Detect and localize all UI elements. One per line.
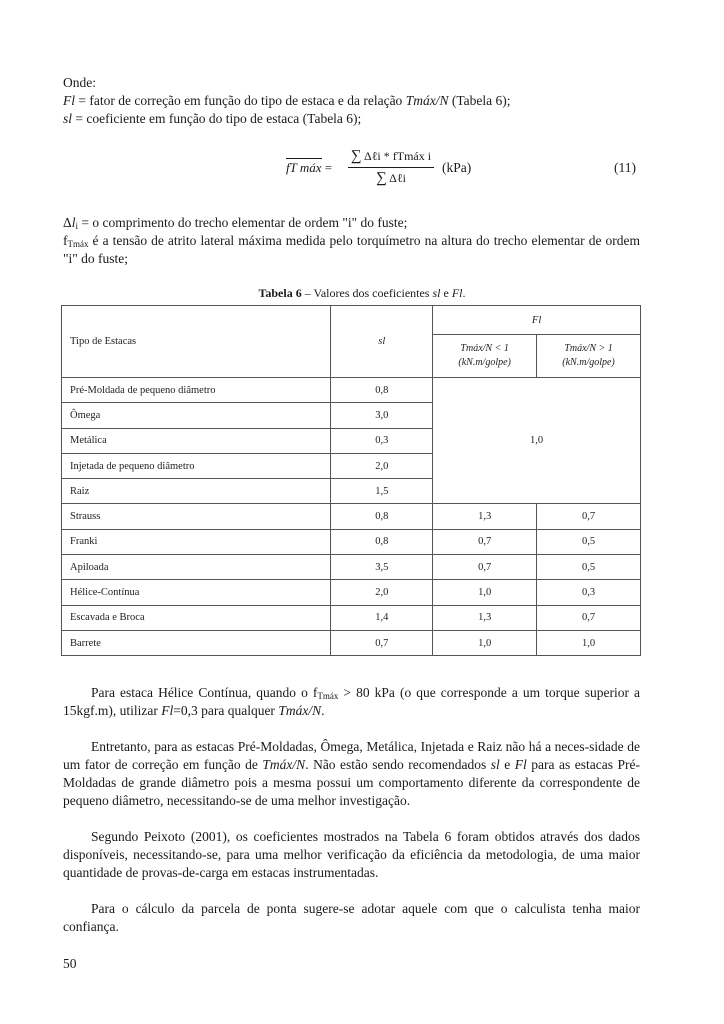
sl-definition: sl = coeficiente em função do tipo de estaca (Tabela 6); (63, 111, 362, 126)
equation-11 (286, 144, 516, 196)
equation-unit: (kPa) (442, 160, 472, 175)
onde-label: Onde: (63, 75, 96, 90)
table-row: Escavada e Broca 1,4 1,3 0,7 (62, 605, 641, 630)
equation-number: (11) (614, 160, 636, 175)
header-tipo: Tipo de Estacas (62, 306, 331, 378)
table-caption: Tabela 6 – Valores dos coeficientes sl e Fl. (258, 286, 466, 300)
delta-l-definition: $\Delta l_i = o$ comprimento do trecho elementar de ordem "i" do fuste; (63, 215, 408, 231)
equation-lhs: fT máx = (286, 160, 333, 175)
paragraph-ponta: Para o cálculo da parcela de ponta sugere-se adotar aquele com que o calculista tenha maior confiança. (63, 901, 640, 934)
header-fl: Fl (433, 306, 641, 335)
table-row: Apiloada 3,5 0,7 0,5 (62, 555, 641, 580)
table-row: Ômega 3,0 (62, 403, 641, 428)
header-fl-lt: Tmáx/N < 1 (kN.m/golpe) (433, 335, 537, 378)
merged-fl-cell: 1,0 (433, 378, 641, 504)
table-row: Strauss 0,8 1,3 0,7 (62, 504, 641, 529)
f-tmax-definition: $f_{Tmáx}$ é a tensão de atrito lateral máxima medida pelo torquímetro na altura do trecho elementar de ordem "i" do fuste; (63, 233, 640, 266)
table-row: Franki 0,8 0,7 0,5 (62, 529, 641, 554)
equation-fraction: ∑ Δℓi * fTmáx i ∑ Δℓi (348, 148, 434, 187)
header-fl-gt: Tmáx/N > 1 (kN.m/golpe) (537, 335, 641, 378)
table-row: Metálica 0,3 (62, 428, 641, 453)
coefficients-table (61, 305, 641, 656)
table-row: Injetada de pequeno diâmetro 2,0 (62, 453, 641, 478)
table-row: Raiz 1,5 (62, 479, 641, 504)
paragraph-helice: Para estaca Hélice Contínua, quando o $f_{Tmáx} > 80$ kPa (o que corresponde a um torque superior a 15kgf.m), utilizar Fl=0,3 para qualquer Tmáx/N. (63, 685, 640, 718)
header-sl: sl (331, 306, 433, 378)
table-header-row (62, 306, 641, 335)
table-row: Pré-Moldada de pequeno diâmetro 0,8 1,0 (62, 378, 641, 403)
table-row: Hélice-Contínua 2,0 1,0 0,3 (62, 580, 641, 605)
fl-definition: Fl = fator de correção em função do tipo de estaca e da relação Tmáx/N (Tabela 6); (63, 93, 511, 108)
page-number: 50 (63, 956, 77, 971)
paragraph-entretanto: Entretanto, para as estacas Pré-Moldadas, Ômega, Metálica, Injetada e Raiz não há a neces-sidade de um fator de correção em função de Tmáx/N. Não estão sendo recomendados sl e Fl para as estacas Pré-Moldadas de grande diâmetro pois a mesma possui um comportamento diferente da correspondente de pequeno diâmetro, necessitando-se de uma melhor investigação. (63, 739, 640, 808)
table-row: Barrete 0,7 1,0 1,0 (62, 630, 641, 655)
paragraph-peixoto: Segundo Peixoto (2001), os coeficientes mostrados na Tabela 6 foram obtidos através dos dados disponíveis, necessitando-se, para uma melhor verificação da eficiência da metodologia, de uma maior quantidade de provas-de-carga em estacas instrumentadas. (63, 829, 640, 880)
